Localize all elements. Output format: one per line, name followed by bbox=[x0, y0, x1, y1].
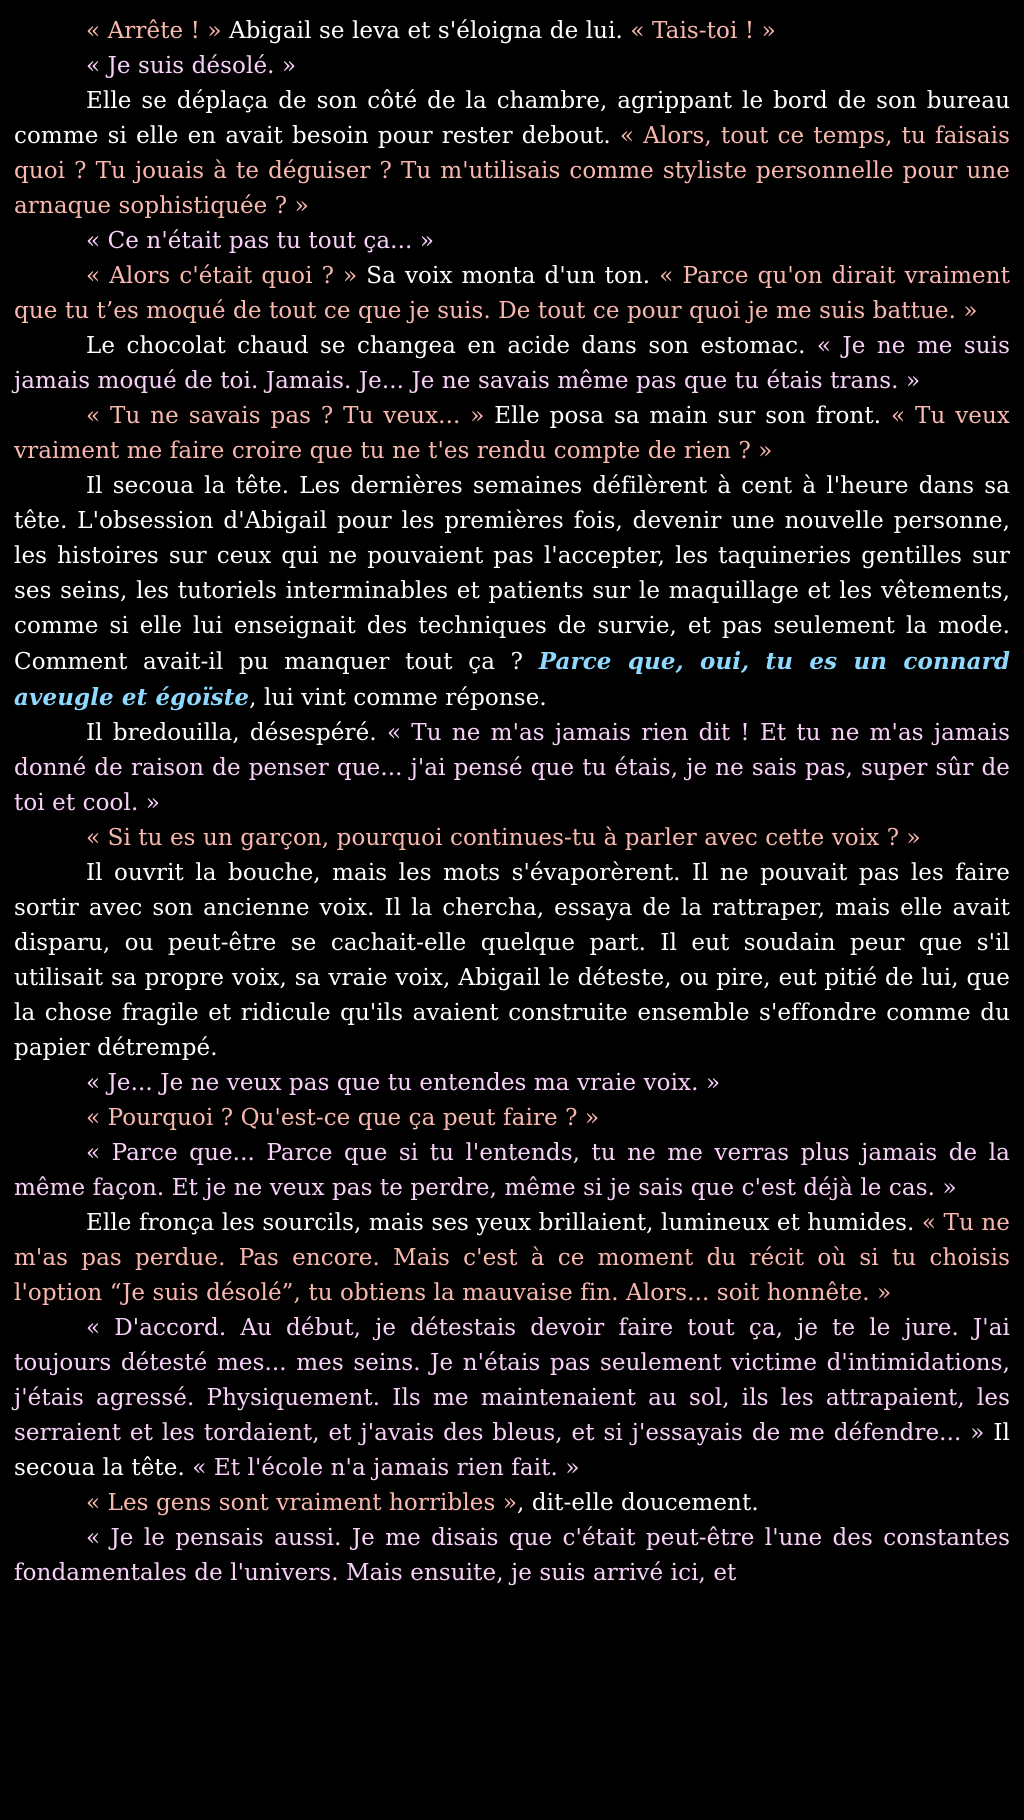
dialogue-abigail: « Arrête ! » bbox=[86, 18, 222, 44]
paragraph bbox=[14, 224, 1010, 259]
paragraph bbox=[14, 856, 1010, 1066]
paragraph bbox=[14, 84, 1010, 224]
dialogue-protagonist: « Je le pensais aussi. Je me disais que c'était peut-être l'une des constantes fondamentales de l'univers. Mais ensuite, je suis arrivé ici, et bbox=[14, 1525, 1010, 1586]
narration: Abigail se leva et s'éloigna de lui. bbox=[221, 18, 631, 44]
narration: Il secoua la tête. bbox=[14, 1420, 1010, 1481]
dialogue-abigail: « Alors c'était quoi ? » bbox=[86, 263, 358, 289]
paragraph bbox=[14, 399, 1010, 469]
dialogue-abigail: « Tais-toi ! » bbox=[630, 18, 776, 44]
paragraph bbox=[14, 1521, 1010, 1591]
narration: , dit-elle doucement. bbox=[517, 1490, 759, 1516]
narration: Il secoua la tête. Les dernières semaines défilèrent à cent à l'heure dans sa tête. L'obsession d'Abigail pour les premières fois, devenir une nouvelle personne, les histoires sur ceux qui ne pouvaient pas l'accepter, les taquineries gentilles sur ses seins, les tutoriels interminables et patients sur le maquillage et les vêtements, comme si elle lui enseignait des techniques de survie, et pas seulement la mode. Comment avait-il pu manquer tout ça ? bbox=[14, 473, 1010, 675]
dialogue-protagonist: « D'accord. Au début, je détestais devoir faire tout ça, je te le jure. J'ai toujours détesté mes... mes seins. Je n'étais pas seulement victime d'intimidations, j'étais agressé. Physiquement. Ils me maintenaient au sol, ils les attrapaient, les serraient et les tordaient, et j'avais des bleus, et si j'essayais de me défendre... » bbox=[14, 1315, 1010, 1446]
dialogue-abigail: « Si tu es un garçon, pourquoi continues-tu à parler avec cette voix ? » bbox=[86, 825, 921, 851]
dialogue-abigail: « Parce qu'on dirait vraiment que tu t’es moqué de tout ce que je suis. De tout ce pour quoi je me suis battue. » bbox=[14, 263, 1011, 324]
dialogue-abigail: « Tu ne m'as pas perdue. Pas encore. Mais c'est à ce moment du récit où si tu choisis l'option “Je suis désolé”, tu obtiens la mauvaise fin. Alors... soit honnête. » bbox=[14, 1210, 1010, 1306]
narration: Le chocolat chaud se changea en acide dans son estomac. bbox=[86, 333, 817, 359]
dialogue-protagonist: « Ce n'était pas tu tout ça... » bbox=[86, 228, 434, 254]
dialogue-abigail: « Pourquoi ? Qu'est-ce que ça peut faire ? » bbox=[86, 1105, 600, 1131]
paragraph bbox=[14, 1311, 1010, 1486]
dialogue-abigail: « Les gens sont vraiment horribles » bbox=[86, 1490, 517, 1516]
narration: Sa voix monta d'un ton. bbox=[357, 263, 660, 289]
paragraph bbox=[14, 1101, 1010, 1136]
narration: , lui vint comme réponse. bbox=[249, 685, 547, 711]
paragraph bbox=[14, 821, 1010, 856]
paragraph bbox=[14, 1206, 1010, 1311]
paragraph bbox=[14, 49, 1010, 84]
dialogue-abigail: « Tu ne savais pas ? Tu veux... » bbox=[86, 403, 485, 429]
inner-thought: Parce que, oui, tu es un connard aveugle et égoïste bbox=[14, 648, 1010, 711]
paragraph bbox=[14, 1486, 1010, 1521]
dialogue-abigail: « Alors, tout ce temps, tu faisais quoi ? Tu jouais à te déguiser ? Tu m'utilisais comme styliste personnelle pour une arnaque sophistiquée ? » bbox=[14, 123, 1011, 219]
narration: Elle se déplaça de son côté de la chambre, agrippant le bord de son bureau comme si elle en avait besoin pour rester debout. bbox=[14, 88, 1010, 149]
dialogue-protagonist: « Je ne me suis jamais moqué de toi. Jamais. Je... Je ne savais même pas que tu étais trans. » bbox=[14, 333, 1010, 394]
dialogue-protagonist: « Je suis désolé. » bbox=[86, 53, 297, 79]
paragraph bbox=[14, 1136, 1010, 1206]
dialogue-protagonist: « Parce que... Parce que si tu l'entends, tu ne me verras plus jamais de la même façon. Et je ne veux pas te perdre, même si je sais que c'est déjà le cas. » bbox=[14, 1140, 1010, 1201]
narration: Il ouvrit la bouche, mais les mots s'évaporèrent. Il ne pouvait pas les faire sortir avec son ancienne voix. Il la chercha, essaya de la rattraper, mais elle avait disparu, ou peut-être se cachait-elle quelque part. Il eut soudain peur que s'il utilisait sa propre voix, sa vraie voix, Abigail le déteste, ou pire, eut pitié de lui, que la chose fragile et ridicule qu'ils avaient construite ensemble s'effondre comme du papier détrempé. bbox=[14, 860, 1010, 1061]
dialogue-protagonist: « Je... Je ne veux pas que tu entendes ma vraie voix. » bbox=[86, 1070, 721, 1096]
dialogue-protagonist: « Tu ne m'as jamais rien dit ! Et tu ne m'as jamais donné de raison de penser que... j'ai pensé que tu étais, je ne sais pas, super sûr de toi et cool. » bbox=[14, 720, 1010, 816]
narration: Elle fronça les sourcils, mais ses yeux brillaient, lumineux et humides. bbox=[86, 1210, 922, 1236]
paragraph bbox=[14, 329, 1010, 399]
narration: Elle posa sa main sur son front. bbox=[484, 403, 891, 429]
paragraph bbox=[14, 716, 1010, 821]
dialogue-protagonist: « Et l'école n'a jamais rien fait. » bbox=[192, 1455, 580, 1481]
paragraph bbox=[14, 1066, 1010, 1101]
dialogue-abigail: « Tu veux vraiment me faire croire que tu ne t'es rendu compte de rien ? » bbox=[14, 403, 1011, 464]
paragraph bbox=[14, 14, 1010, 49]
paragraph bbox=[14, 259, 1010, 329]
narration: Il bredouilla, désespéré. bbox=[86, 720, 387, 746]
paragraph bbox=[14, 469, 1010, 716]
